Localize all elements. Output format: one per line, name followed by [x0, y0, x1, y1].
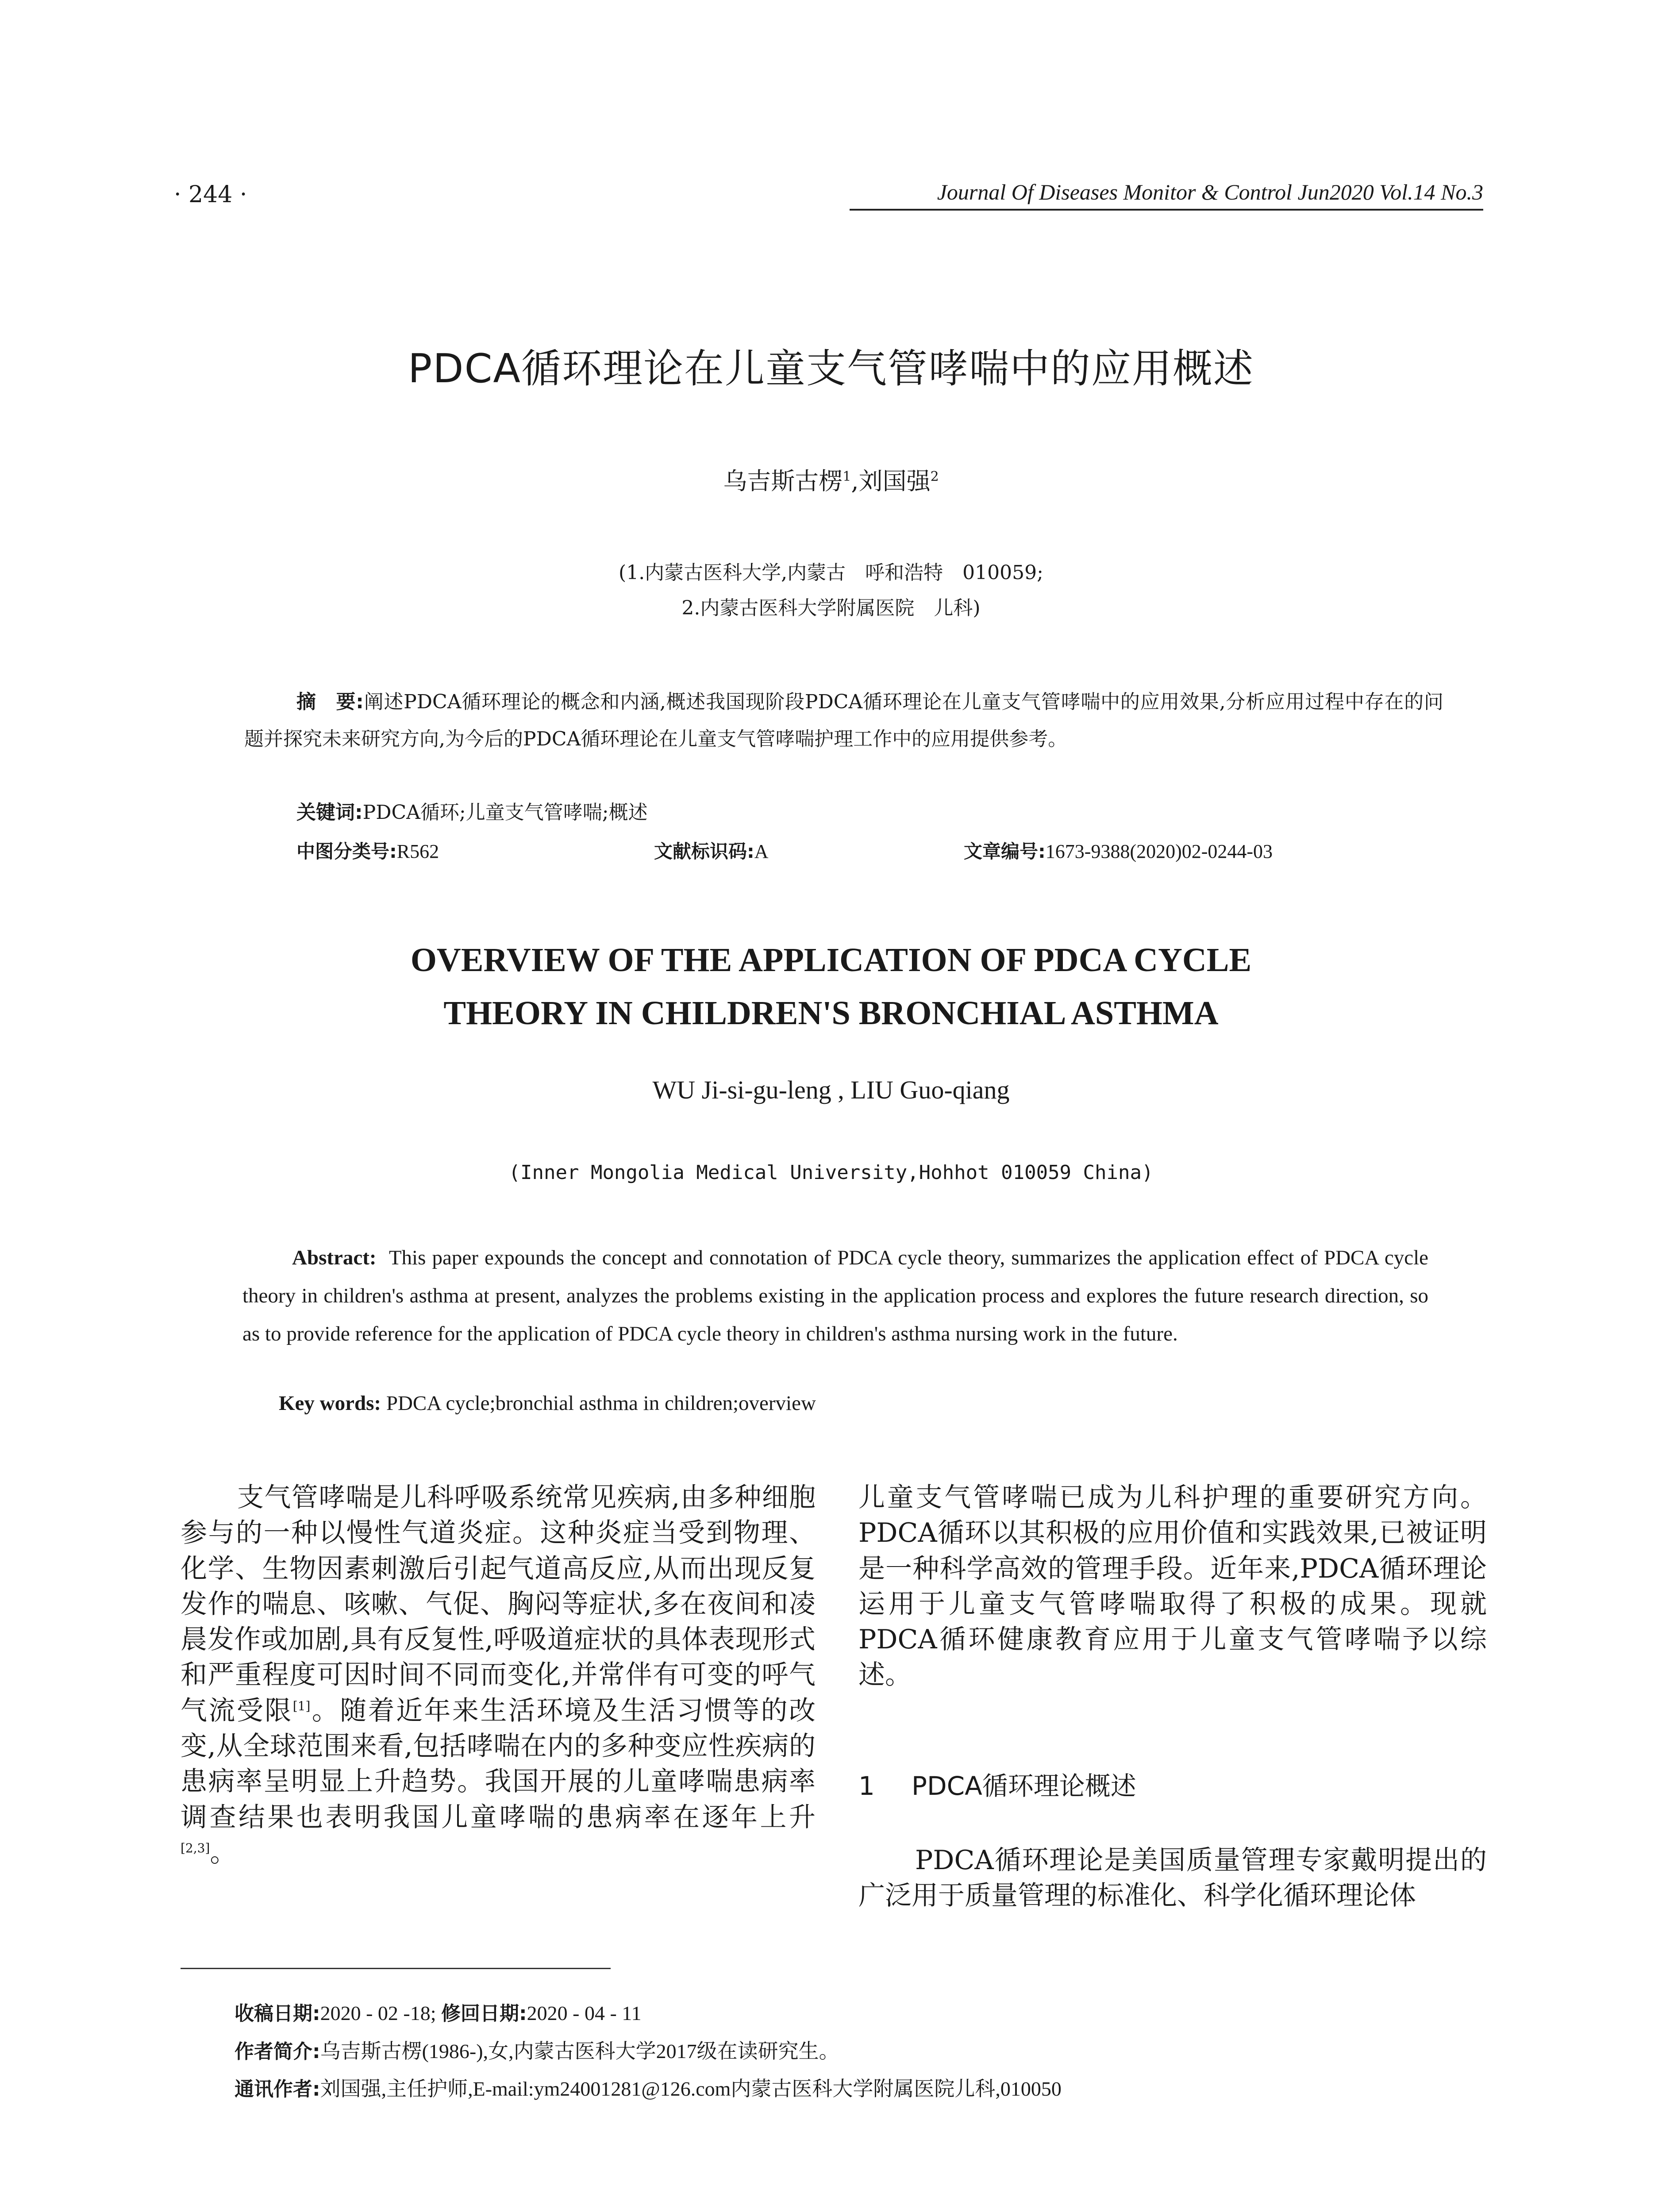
corresponding-author-text: 刘国强,主任护师,E-mail:ym24001281@126.com内蒙古医科大学附属医院儿科,010050: [320, 2078, 1062, 2100]
title-chinese: PDCA循环理论在儿童支气管哮喘中的应用概述: [408, 346, 1254, 392]
corresponding-author-label: 通讯作者:: [235, 2078, 320, 2101]
title-english: [0, 933, 1662, 1040]
header-rule: [850, 209, 1483, 211]
clc-value: R562: [396, 841, 439, 862]
revised-date: 2020 - 04 - 11: [527, 2002, 642, 2024]
author-1-affil-mark: 1: [843, 469, 851, 484]
author-separator: ,: [851, 467, 859, 495]
author-2-affil-mark: 2: [930, 469, 939, 484]
footnote-corresponding-author: [235, 2073, 1062, 2102]
footnote-dates: [235, 1997, 642, 2026]
author-bio-text: 乌吉斯古楞(1986-),女,内蒙古医科大学2017级在读研究生。: [320, 2040, 839, 2062]
article-number-value: 1673-9388(2020)02-0244-03: [1045, 841, 1273, 862]
abstract-chinese: [244, 684, 1443, 758]
body-paragraph-1-end: 。: [210, 1837, 237, 1868]
section-1-number: 1: [858, 1771, 875, 1801]
document-code-value: A: [754, 841, 769, 862]
abstract-english-label: Abstract:: [292, 1246, 377, 1269]
citation-1: [1]: [292, 1698, 311, 1713]
body-right-column-section-1: PDCA循环理论是美国质量管理专家戴明提出的广泛用于质量管理的标准化、科学化循环理论体: [858, 1845, 1487, 1912]
document-code: [654, 837, 769, 864]
affiliation-english: (Inner Mongolia Medical University,Hohhot 010059 China): [508, 1161, 1154, 1184]
authors-chinese: [0, 462, 1662, 496]
authors-english: WU Ji-si-gu-leng , LIU Guo-qiang: [652, 1075, 1010, 1104]
keywords-chinese: [296, 796, 648, 825]
received-label: 收稿日期:: [235, 2002, 320, 2025]
keywords-chinese-label: 关键词:: [296, 801, 363, 824]
citation-2-3: [2,3]: [181, 1840, 210, 1855]
title-english-line-2: THEORY IN CHILDREN'S BRONCHIAL ASTHMA: [443, 995, 1219, 1032]
title-english-line-1: OVERVIEW OF THE APPLICATION OF PDCA CYCLE: [410, 941, 1252, 979]
abstract-english: [242, 1239, 1428, 1353]
section-1-title: PDCA循环理论概述: [912, 1771, 1136, 1801]
abstract-chinese-text: 阐述PDCA循环理论的概念和内涵,概述我国现阶段PDCA循环理论在儿童支气管哮喘中的应用效果,分析应用过程中存在的问题并探究未来研究方向,为今后的PDCA循环理论在儿童支气管哮喘护理工作中的应用提供参考。: [244, 691, 1443, 750]
abstract-chinese-label: 摘 要:: [296, 691, 364, 713]
author-2-name: 刘国强: [858, 467, 931, 495]
revised-label: 修回日期:: [441, 2002, 527, 2025]
section-1-heading: [858, 1765, 1136, 1802]
affiliation-chinese-line-2: 2.内蒙古医科大学附属医院 儿科): [681, 597, 981, 619]
keywords-english-text: PDCA cycle;bronchial asthma in children;overview: [386, 1392, 816, 1415]
keywords-chinese-text: PDCA循环;儿童支气管哮喘;概述: [362, 801, 648, 824]
keywords-english-label: Key words:: [279, 1392, 381, 1415]
journal-running-header: Journal Of Diseases Monitor & Control Jun2020 Vol.14 No.3: [937, 180, 1483, 204]
received-date: 2020 - 02 -18;: [320, 2002, 436, 2024]
article-number: [964, 837, 1273, 864]
document-code-label: 文献标识码:: [654, 841, 754, 862]
clc-number: [296, 837, 439, 864]
affiliation-chinese-line-1: (1.内蒙古医科大学,内蒙古 呼和浩特 010059;: [619, 561, 1043, 584]
author-bio-label: 作者简介:: [235, 2040, 320, 2063]
clc-label: 中图分类号:: [296, 841, 397, 862]
article-number-label: 文章编号:: [964, 841, 1046, 862]
keywords-english: [279, 1391, 816, 1415]
body-paragraph-1-cont: 。随着近年来生活环境及生活习惯等的改变,从全球范围来看,包括哮喘在内的多种变应性疾病的患病率呈明显上升趋势。我国开展的儿童哮喘患病率调查结果也表明我国儿童哮喘的患病率在逐年上升: [181, 1695, 816, 1833]
body-paragraph-1: 支气管哮喘是儿科呼吸系统常见疾病,由多种细胞参与的一种以慢性气道炎症。这种炎症当受到物理、化学、生物因素刺激后引起气道高反应,从而出现反复发作的喘息、咳嗽、气促、胸闷等症状,多在夜间和凌晨发作或加剧,具有反复性,呼吸道症状的具体表现形式和严重程度可因时间不同而变化,并常伴有可变的呼气气流受限: [181, 1482, 816, 1726]
page-number: · 244 ·: [174, 181, 247, 208]
body-right-column-intro: 儿童支气管哮喘已成为儿科护理的重要研究方向。PDCA循环以其积极的应用价值和实践效果,已被证明是一种科学高效的管理手段。近年来,PDCA循环理论运用于儿童支气管哮喘取得了积极的成果。现就PDCA循环健康教育应用于儿童支气管哮喘予以综述。: [858, 1482, 1487, 1691]
author-1-name: 乌吉斯古楞: [723, 467, 843, 495]
footnote-rule: [181, 1968, 611, 1969]
body-left-column: [181, 1480, 816, 1870]
footnote-author-bio: [235, 2035, 839, 2064]
abstract-english-text: This paper expounds the concept and connotation of PDCA cycle theory, summarizes the application effect of PDCA cycle theory in children's asthma at present, analyzes the problems existing in the application process and explores the future research direction, so as to provide reference for the application of PDCA cycle theory in children's asthma nursing work in the future.: [242, 1246, 1429, 1345]
